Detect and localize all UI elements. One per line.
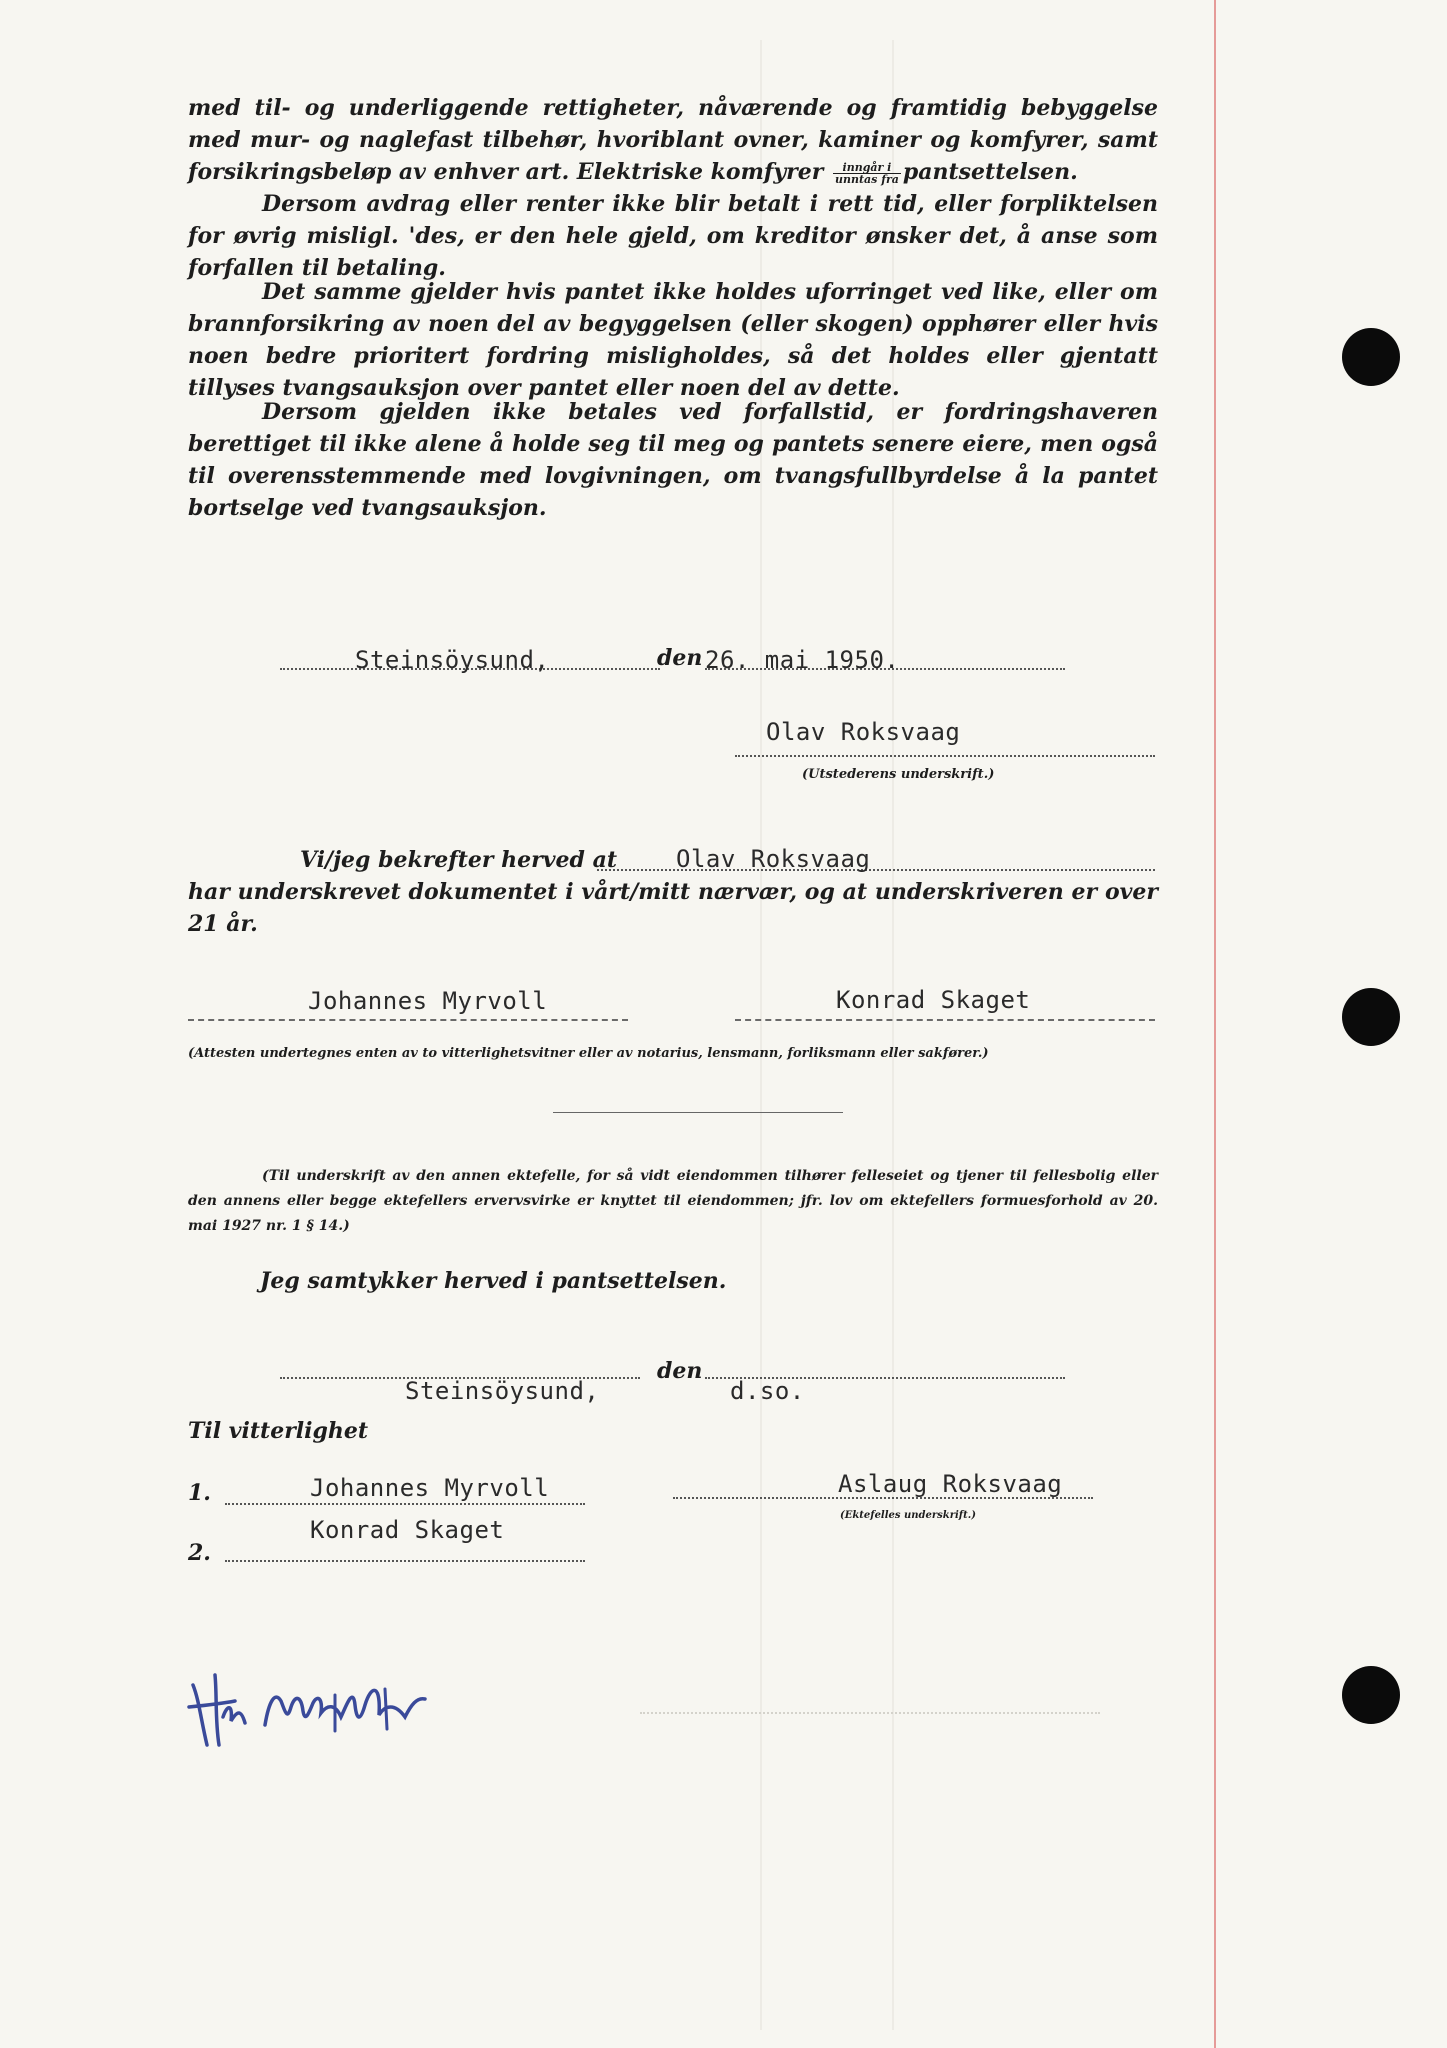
red-margin-line — [1214, 0, 1216, 2048]
bleed-through-line — [640, 1712, 1100, 1714]
witness-1-number: 1. — [188, 1480, 211, 1506]
punch-hole-icon — [1342, 988, 1400, 1046]
attest-statement: har underskrevet dokumentet i vårt/mitt nærvær, og at underskriveren er over 21 år. — [188, 879, 1158, 937]
spouse-witness-1: Johannes Myrvoll — [310, 1474, 550, 1502]
witness-1-line — [188, 1019, 628, 1021]
paragraph-rights: med til- og underliggende rettigheter, nåværende og framtidig bebyggelse med mur- og naglefast tilbehør, hvoriblant ovner, kaminer og komfyrer, samt forsikringsbeløp av enhver art. Elektriske komfyrer $\frac{\text{inngår i}}{\text{unntas fra}}$ pantsettelsen. — [188, 95, 1158, 186]
issuer-name: Olav Roksvaag — [766, 718, 961, 746]
spouse-signature-line — [673, 1497, 1093, 1499]
consent-statement: Jeg samtykker herved i pantsettelsen. — [260, 1268, 727, 1294]
separator-rule — [553, 1112, 843, 1113]
attest-intro: Vi/jeg bekrefter herved at — [300, 847, 617, 873]
witness-heading: Til vitterlighet — [188, 1418, 369, 1444]
den-label: den — [657, 645, 703, 671]
issuer-signature-line — [735, 755, 1155, 757]
spouse-name: Aslaug Roksvaag — [838, 1470, 1063, 1498]
punch-hole-icon — [1342, 1666, 1400, 1724]
witness-2-line — [735, 1019, 1155, 1021]
spouse-den-label: den — [657, 1358, 703, 1384]
witness-2-number: 2. — [188, 1540, 211, 1566]
issuer-caption: (Utstederens underskrift.) — [802, 767, 995, 782]
attest-caption: (Attesten undertegnes enten av to vitterlighetsvitner eller av notarius, lensmann, forliksmann eller sakfører.) — [188, 1046, 989, 1061]
spouse-witness-2: Konrad Skaget — [310, 1516, 505, 1544]
attest-witness-1: Johannes Myrvoll — [308, 987, 548, 1015]
spouse-witness-1-line — [225, 1503, 585, 1505]
spouse-place: Steinsöysund, — [405, 1377, 600, 1405]
spouse-note: (Til underskrift av den annen ektefelle, for så vidt eiendommen tilhører felleseiet og tjener til fellesbolig eller den annens eller begge ektefellers ervervsvirke er knyttet til eiendommen; jfr. lov om ektefellers formuesforhold av 20. mai 1927 nr. 1 § 14.) — [188, 1168, 1158, 1234]
paragraph-default: Dersom avdrag eller renter ikke blir betalt i rett tid, eller forpliktelsen for øvrig misligl. 'des, er den hele gjeld, om kreditor ønsker det, å anse som forfallen til betaling. — [188, 191, 1158, 281]
fraction-choice: $\frac{\text{inngår i}}{\text{unntas fra}}$ — [834, 160, 899, 186]
spouse-caption: (Ektefelles underskrift.) — [840, 1510, 976, 1521]
spouse-date: d.so. — [730, 1377, 805, 1405]
attest-name: Olav Roksvaag — [676, 845, 871, 873]
paragraph-maintenance: Det samme gjelder hvis pantet ikke holdes uforringet ved like, eller om brannforsikring av noen del av begyggelsen (eller skogen) opphører eller hvis noen bedre prioritert fordring misligholdes, så det holdes eller gjentatt tillyses tvangsauksjon over pantet eller noen del av dette. — [188, 279, 1158, 401]
attest-witness-2: Konrad Skaget — [836, 986, 1031, 1014]
issuer-place: Steinsöysund, — [355, 646, 550, 674]
spouse-witness-2-line — [225, 1560, 585, 1562]
paragraph-enforcement: Dersom gjelden ikke betales ved forfallstid, er fordringshaveren berettiget til ikke alene å holde seg til meg og pantets senere eiere, men også til overensstemmende med lovgivningen, om tvangsfullbyrdelse å la pantet bortselge ved tvangsauksjon. — [188, 399, 1158, 521]
punch-hole-icon — [1342, 328, 1400, 386]
handwritten-signature-icon — [185, 1665, 485, 1755]
issuer-date: 26. mai 1950. — [705, 646, 900, 674]
